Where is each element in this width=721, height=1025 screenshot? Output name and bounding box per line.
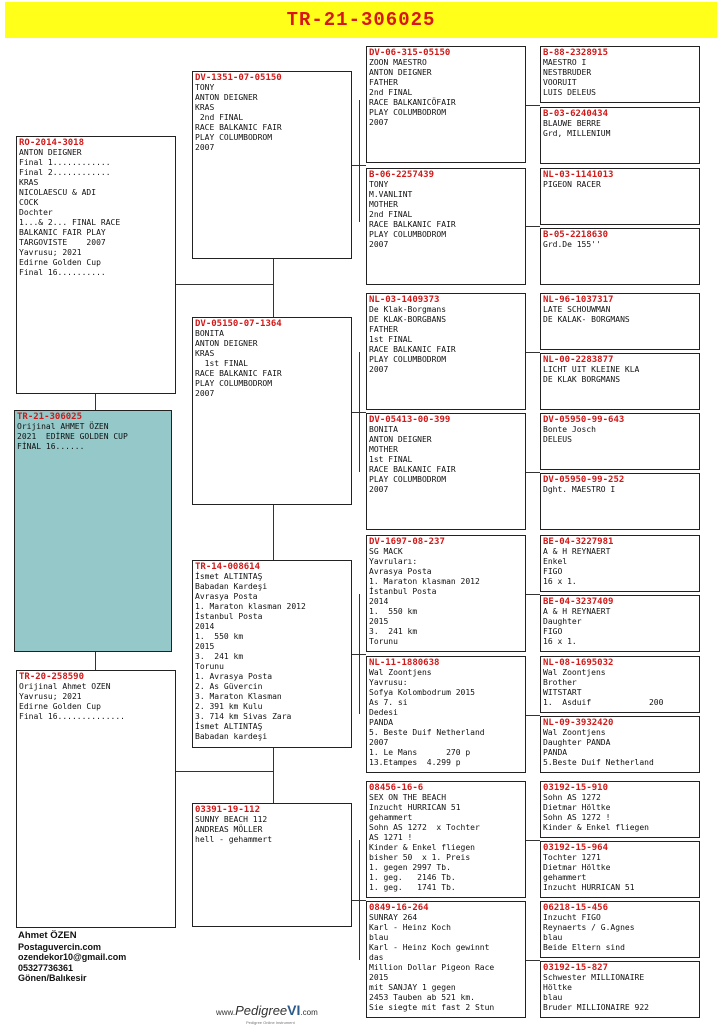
card-line: Wal Zoontjens bbox=[369, 668, 432, 677]
card-line: PLAY COLUMBODROM bbox=[369, 475, 447, 484]
ring-number: DV-1351-07-05150 bbox=[195, 73, 282, 83]
card-line: TONY bbox=[195, 83, 215, 92]
card-line: Kinder & Enkel fliegen bbox=[543, 823, 649, 832]
card-line: 1. Avrasya Posta bbox=[195, 672, 273, 681]
great-great-grandparent-card[interactable] bbox=[540, 168, 700, 225]
ring-number: B-06-2257439 bbox=[369, 170, 435, 180]
card-line: KRAS bbox=[195, 349, 215, 358]
sire-card[interactable] bbox=[16, 136, 176, 394]
card-line: İsmet ALTINTAŞ bbox=[195, 722, 263, 731]
card-line: 1. Maraton klasman 2012 bbox=[369, 577, 480, 586]
card-line: Torunu bbox=[195, 662, 224, 671]
ring-number: 06218-15-456 bbox=[543, 903, 609, 913]
great-great-grandparent-card[interactable] bbox=[540, 293, 700, 350]
connector bbox=[273, 259, 274, 317]
card-line: PLAY COLUMBODROM bbox=[369, 355, 447, 364]
ring-number: RO-2014-3018 bbox=[19, 138, 85, 148]
card-line: COCK bbox=[19, 198, 39, 207]
card-line: Babadan Kardeşi bbox=[195, 582, 268, 591]
great-great-grandparent-card[interactable] bbox=[540, 473, 700, 530]
card-line: 2453 Tauben ab 521 km. bbox=[369, 993, 475, 1002]
card-line: PANDA bbox=[369, 718, 394, 727]
card-line: Dochter bbox=[19, 208, 53, 217]
ring-number: DV-05150-07-1364 bbox=[195, 319, 282, 329]
ring-number: NL-08-1695032 bbox=[543, 658, 614, 668]
card-line: 1. gegen 2997 Tb. bbox=[369, 863, 451, 872]
card-line: MAESTRO I bbox=[543, 58, 587, 67]
card-line: Avrasya Posta bbox=[195, 592, 258, 601]
card-line: FIGO bbox=[543, 567, 563, 576]
card-line: Final 16.......... bbox=[19, 268, 106, 277]
card-line: Brother bbox=[543, 678, 577, 687]
card-line: 2007 bbox=[195, 143, 215, 152]
connector bbox=[95, 652, 96, 670]
card-line: 1. geg. 1741 Tb. bbox=[369, 883, 456, 892]
great-grandparent-card[interactable] bbox=[366, 413, 526, 530]
card-line: ZOON MAESTRO bbox=[369, 58, 427, 67]
card-line: mit SANJAY 1 gegen bbox=[369, 983, 456, 992]
card-line: 2nd FINAL bbox=[369, 210, 413, 219]
card-line: A & H REYNAERT bbox=[543, 547, 611, 556]
card-line: ANTON DEIGNER bbox=[19, 148, 82, 157]
card-line: Beide Eltern sind bbox=[543, 943, 625, 952]
card-line: LUIS DELEUS bbox=[543, 88, 596, 97]
card-line: 2007 bbox=[369, 240, 389, 249]
card-line: BONITA bbox=[369, 425, 398, 434]
card-line: Million Dollar Pigeon Race bbox=[369, 963, 495, 972]
card-line: 2007 bbox=[195, 389, 215, 398]
card-line: Kinder & Enkel fliegen bbox=[369, 843, 475, 852]
card-line: Edirne Golden Cup bbox=[19, 258, 101, 267]
card-line: SG MACK bbox=[369, 547, 403, 556]
great-grandparent-card[interactable] bbox=[366, 535, 526, 652]
card-line: Karl - Heinz Koch bbox=[369, 923, 451, 932]
card-line: FİNAL 16...... bbox=[17, 442, 85, 451]
card-line: 2. 391 km Kulu bbox=[195, 702, 263, 711]
ring-number: 08456-16-6 bbox=[369, 783, 424, 793]
card-line: Wal Zoontjens bbox=[543, 728, 606, 737]
card-line: SEX ON THE BEACH bbox=[369, 793, 447, 802]
owner-phone: 05327736361 bbox=[18, 962, 74, 973]
great-grandparent-card[interactable] bbox=[366, 46, 526, 163]
ring-number: TR-20-258590 bbox=[19, 672, 85, 682]
connector bbox=[526, 226, 540, 227]
great-great-grandparent-card[interactable] bbox=[540, 901, 700, 958]
card-line: BLAUWE BERRE bbox=[543, 119, 601, 128]
card-line: 2007 bbox=[369, 118, 389, 127]
great-grandparent-card[interactable] bbox=[366, 293, 526, 410]
great-great-grandparent-card[interactable] bbox=[540, 716, 700, 773]
owner-info bbox=[18, 930, 126, 984]
card-line: Wal Zoontjens bbox=[543, 668, 606, 677]
card-line: 2021 EDİRNE GOLDEN CUP bbox=[17, 432, 128, 441]
card-line: Final 1............ bbox=[19, 158, 111, 167]
card-line: Bruder MILLIONAIRE 922 bbox=[543, 1003, 649, 1012]
card-line: blau bbox=[543, 993, 563, 1002]
card-line: PLAY COLUMBODROM bbox=[369, 230, 447, 239]
card-line: Tochter 1271 bbox=[543, 853, 601, 862]
card-line: blau bbox=[543, 933, 563, 942]
card-line: 2007 bbox=[369, 738, 389, 747]
pedigree-title: TR-21-306025 bbox=[286, 9, 436, 31]
card-line: 2015 bbox=[195, 642, 215, 651]
card-line: PLAY COLUMBODROM bbox=[195, 379, 273, 388]
card-line: De Klak-Borgmans bbox=[369, 305, 447, 314]
card-line: gehammert bbox=[369, 813, 413, 822]
card-line: WITSTART bbox=[543, 688, 582, 697]
card-line: Sie siegte mit fast 2 Stun bbox=[369, 1003, 495, 1012]
card-line: 16 x 1. bbox=[543, 577, 577, 586]
card-line: 2nd FINAL bbox=[369, 88, 413, 97]
owner-name: Ahmet ÖZEN bbox=[18, 930, 77, 941]
connector bbox=[176, 284, 274, 285]
card-line: Inzucht HURRICAN 51 bbox=[543, 883, 635, 892]
card-line: MOTHER bbox=[369, 200, 398, 209]
ring-number: TR-14-008614 bbox=[195, 562, 261, 572]
grandparent-card[interactable] bbox=[192, 317, 352, 505]
card-line: PLAY COLUMBODROM bbox=[195, 133, 273, 142]
card-line: BALKANIC FAIR PLAY bbox=[19, 228, 106, 237]
card-line: Grd, MILLENIUM bbox=[543, 129, 611, 138]
great-great-grandparent-card[interactable] bbox=[540, 595, 700, 652]
logo-tagline: Pedigree Online Instrument bbox=[246, 1020, 295, 1025]
ring-number: 03391-19-112 bbox=[195, 805, 261, 815]
card-line: AS 1271 ! bbox=[369, 833, 413, 842]
card-line: Final 16.............. bbox=[19, 712, 125, 721]
card-line: 1st FINAL bbox=[369, 455, 413, 464]
card-line: RACE BALKANIC FAIR bbox=[369, 220, 456, 229]
card-line: das bbox=[369, 953, 384, 962]
connector bbox=[526, 352, 540, 353]
dam-card[interactable] bbox=[16, 670, 176, 928]
grandparent-card[interactable] bbox=[192, 71, 352, 259]
card-line: İstanbul Posta bbox=[369, 587, 437, 596]
card-line: 2007 bbox=[369, 365, 389, 374]
great-great-grandparent-card[interactable] bbox=[540, 535, 700, 592]
logo-main: Pedigree bbox=[235, 1003, 288, 1018]
card-line: 1. 550 km bbox=[195, 632, 244, 641]
card-line: 2014 bbox=[369, 597, 389, 606]
card-line: Edirne Golden Cup bbox=[19, 702, 101, 711]
card-line: 1. Le Mans 270 p bbox=[369, 748, 471, 757]
owner-location: Gönen/Balıkesir bbox=[18, 973, 87, 983]
ring-number: NL-03-1141013 bbox=[543, 170, 614, 180]
connector bbox=[359, 100, 360, 222]
card-line: Enkel bbox=[543, 557, 568, 566]
card-line: M.VANLINT bbox=[369, 190, 413, 199]
pedigree-logo bbox=[216, 1002, 318, 1025]
connector bbox=[526, 960, 540, 961]
card-line: 1. Maraton klasman 2012 bbox=[195, 602, 306, 611]
card-line: 16 x 1. bbox=[543, 637, 577, 646]
card-line: bisher 50 x 1. Preis bbox=[369, 853, 471, 862]
ring-number: DV-05413-00-399 bbox=[369, 415, 451, 425]
card-line: Sohn AS 1272 bbox=[543, 793, 601, 802]
card-line: RACE BALKANIC FAIR bbox=[369, 345, 456, 354]
card-line: 1. geg. 2146 Tb. bbox=[369, 873, 456, 882]
card-line: 1...& 2... FINAL RACE bbox=[19, 218, 121, 227]
ring-number: TR-21-306025 bbox=[17, 412, 83, 422]
card-line: Babadan kardeşi bbox=[195, 732, 268, 741]
ring-number: NL-00-2283877 bbox=[543, 355, 614, 365]
card-line: 2. As Güvercin bbox=[195, 682, 263, 691]
card-line: Yavrusu; 2021 bbox=[19, 692, 82, 701]
card-line: Karl - Heinz Koch gewinnt bbox=[369, 943, 490, 952]
logo-mark: VI bbox=[287, 1002, 301, 1018]
card-line: 2015 bbox=[369, 617, 389, 626]
card-line: SUNRAY 264 bbox=[369, 913, 418, 922]
card-line: gehammert bbox=[543, 873, 587, 882]
great-great-grandparent-card[interactable] bbox=[540, 413, 700, 470]
card-line: Orijinal Ahmet OZEN bbox=[19, 682, 111, 691]
great-great-grandparent-card[interactable] bbox=[540, 656, 700, 713]
connector bbox=[95, 394, 96, 410]
card-line: RACE BALKANIC FAIR bbox=[195, 369, 282, 378]
connector bbox=[273, 748, 274, 803]
card-line: Sohn AS 1272 ! bbox=[543, 813, 611, 822]
ring-number: DV-05950-99-643 bbox=[543, 415, 625, 425]
card-line: Yavrusu; 2021 bbox=[19, 248, 82, 257]
card-line: 1. Asduif 200 bbox=[543, 698, 664, 707]
card-line: Dedesi bbox=[369, 708, 398, 717]
card-line: FATHER bbox=[369, 325, 398, 334]
card-line: 5. Beste Duif Netherland bbox=[369, 728, 485, 737]
card-line: 1st FINAL bbox=[195, 359, 248, 368]
card-line: Dght. MAESTRO I bbox=[543, 485, 616, 494]
card-line: DE KLAK BORGMANS bbox=[543, 375, 621, 384]
card-line: ANTON DEIGNER bbox=[369, 435, 432, 444]
subject-card[interactable] bbox=[14, 410, 172, 652]
card-line: Orijinal AHMET ÖZEN bbox=[17, 422, 109, 431]
card-line: ANTON DEIGNER bbox=[369, 68, 432, 77]
ring-number: 03192-15-910 bbox=[543, 783, 609, 793]
card-line: RACE BALKANIC FAIR bbox=[195, 123, 282, 132]
card-line: Inzucht HURRICAN 51 bbox=[369, 803, 461, 812]
card-line: 2nd FINAL bbox=[195, 113, 244, 122]
card-line: PIGEON RACER bbox=[543, 180, 601, 189]
card-line: 2007 bbox=[369, 485, 389, 494]
grandparent-card[interactable] bbox=[192, 560, 352, 748]
card-line: 5.Beste Duif Netherland bbox=[543, 758, 654, 767]
ring-number: 0849-16-264 bbox=[369, 903, 429, 913]
card-line: Sohn AS 1272 x Tochter bbox=[369, 823, 480, 832]
logo-suffix: .com bbox=[300, 1008, 318, 1017]
card-line: İstanbul Posta bbox=[195, 612, 263, 621]
card-line: Dietmar Höltke bbox=[543, 863, 611, 872]
card-line: RACE BALKANIC FAIR bbox=[369, 465, 456, 474]
card-line: blau bbox=[369, 933, 389, 942]
card-line: TARGOVISTE 2007 bbox=[19, 238, 106, 247]
card-line: KRAS bbox=[195, 103, 215, 112]
card-line: ANTON DEIGNER bbox=[195, 339, 258, 348]
card-line: Yavruları: bbox=[369, 557, 418, 566]
card-line: 1. 550 km bbox=[369, 607, 418, 616]
card-line: TONY bbox=[369, 180, 389, 189]
connector bbox=[526, 594, 540, 595]
ring-number: B-88-2328915 bbox=[543, 48, 609, 58]
card-line: Avrasya Posta bbox=[369, 567, 432, 576]
card-line: NICOLAESCU & ADI bbox=[19, 188, 97, 197]
ring-number: NL-11-1880638 bbox=[369, 658, 440, 668]
pedigree-header bbox=[5, 2, 717, 38]
card-line: MOTHER bbox=[369, 445, 398, 454]
connector bbox=[176, 771, 274, 772]
ring-number: BE-04-3227981 bbox=[543, 537, 614, 547]
card-line: Dietmar Höltke bbox=[543, 803, 611, 812]
card-line: RACE BALKANICÖFAIR bbox=[369, 98, 456, 107]
card-line: PANDA bbox=[543, 748, 568, 757]
card-line: Reynaerts / G.Agnes bbox=[543, 923, 635, 932]
ring-number: NL-09-3932420 bbox=[543, 718, 614, 728]
connector bbox=[359, 352, 360, 472]
card-line: ANDREAS MÖLLER bbox=[195, 825, 263, 834]
great-grandparent-card[interactable] bbox=[366, 656, 526, 773]
connector bbox=[359, 840, 360, 960]
card-line: FATHER bbox=[369, 78, 398, 87]
card-line: DE KLAK-BORGBANS bbox=[369, 315, 447, 324]
card-line: KRAS bbox=[19, 178, 39, 187]
card-line: 3. 241 km bbox=[369, 627, 418, 636]
card-line: 2014 bbox=[195, 622, 215, 631]
great-great-grandparent-card[interactable] bbox=[540, 46, 700, 103]
card-line: Sofya Kolombodrum 2015 bbox=[369, 688, 475, 697]
great-great-grandparent-card[interactable] bbox=[540, 107, 700, 164]
ring-number: BE-04-3237409 bbox=[543, 597, 614, 607]
card-line: 3. 241 km bbox=[195, 652, 244, 661]
card-line: Final 2............ bbox=[19, 168, 111, 177]
card-line: hell - gehammert bbox=[195, 835, 273, 844]
card-line: FIGO bbox=[543, 627, 563, 636]
ring-number: DV-05950-99-252 bbox=[543, 475, 625, 485]
card-line: Yavrusu: bbox=[369, 678, 408, 687]
card-line: 3. Maraton Klasman bbox=[195, 692, 282, 701]
great-grandparent-card[interactable] bbox=[366, 781, 526, 898]
ring-number: NL-03-1409373 bbox=[369, 295, 440, 305]
great-great-grandparent-card[interactable] bbox=[540, 961, 700, 1018]
connector bbox=[526, 715, 540, 716]
great-great-grandparent-card[interactable] bbox=[540, 841, 700, 898]
grandparent-card[interactable] bbox=[192, 803, 352, 927]
ring-number: B-05-2218630 bbox=[543, 230, 609, 240]
logo-prefix: www. bbox=[216, 1008, 236, 1017]
card-line: Schwester MILLIONAIRE bbox=[543, 973, 645, 982]
card-line: NESTBRUDER bbox=[543, 68, 592, 77]
owner-email[interactable]: ozendekor10@gmail.com bbox=[18, 952, 127, 962]
great-grandparent-card[interactable] bbox=[366, 901, 526, 1018]
connector bbox=[273, 505, 274, 560]
card-line: Daughter PANDA bbox=[543, 738, 611, 747]
connector bbox=[526, 472, 540, 473]
card-line: 2015 bbox=[369, 973, 389, 982]
card-line: ANTON DEIGNER bbox=[195, 93, 258, 102]
card-line: Torunu bbox=[369, 637, 398, 646]
card-line: DE KALAK- BORGMANS bbox=[543, 315, 630, 324]
owner-website[interactable]: Postaguvercin.com bbox=[18, 941, 102, 952]
connector bbox=[526, 840, 540, 841]
connector bbox=[359, 594, 360, 714]
card-line: 3. 714 km Sivas Zara bbox=[195, 712, 292, 721]
card-line: Bonte Josch bbox=[543, 425, 596, 434]
card-line: Inzucht FIGO bbox=[543, 913, 601, 922]
card-line: Grd.De 155'' bbox=[543, 240, 601, 249]
ring-number: DV-06-315-05150 bbox=[369, 48, 451, 58]
great-great-grandparent-card[interactable] bbox=[540, 781, 700, 838]
card-line: LICHT UIT KLEINE KLA bbox=[543, 365, 640, 374]
great-grandparent-card[interactable] bbox=[366, 168, 526, 285]
card-line: SUNNY BEACH 112 bbox=[195, 815, 268, 824]
card-line: Daughter bbox=[543, 617, 582, 626]
card-line: 13.Etampes 4.299 p bbox=[369, 758, 461, 767]
ring-number: 03192-15-827 bbox=[543, 963, 609, 973]
card-line: DELEUS bbox=[543, 435, 572, 444]
card-line: Höltke bbox=[543, 983, 572, 992]
ring-number: B-03-6240434 bbox=[543, 109, 609, 119]
great-great-grandparent-card[interactable] bbox=[540, 353, 700, 410]
ring-number: NL-96-1037317 bbox=[543, 295, 614, 305]
card-line: VOORUIT bbox=[543, 78, 577, 87]
card-line: A & H REYNAERT bbox=[543, 607, 611, 616]
great-great-grandparent-card[interactable] bbox=[540, 228, 700, 285]
ring-number: DV-1697-08-237 bbox=[369, 537, 445, 547]
ring-number: 03192-15-964 bbox=[543, 843, 609, 853]
card-line: As 7. si bbox=[369, 698, 408, 707]
card-line: PLAY COLUMBODROM bbox=[369, 108, 447, 117]
connector bbox=[526, 105, 540, 106]
card-line: LATE SCHOUWMAN bbox=[543, 305, 611, 314]
card-line: İsmet ALTINTAŞ bbox=[195, 572, 263, 581]
card-line: BONITA bbox=[195, 329, 224, 338]
card-line: 1st FINAL bbox=[369, 335, 413, 344]
